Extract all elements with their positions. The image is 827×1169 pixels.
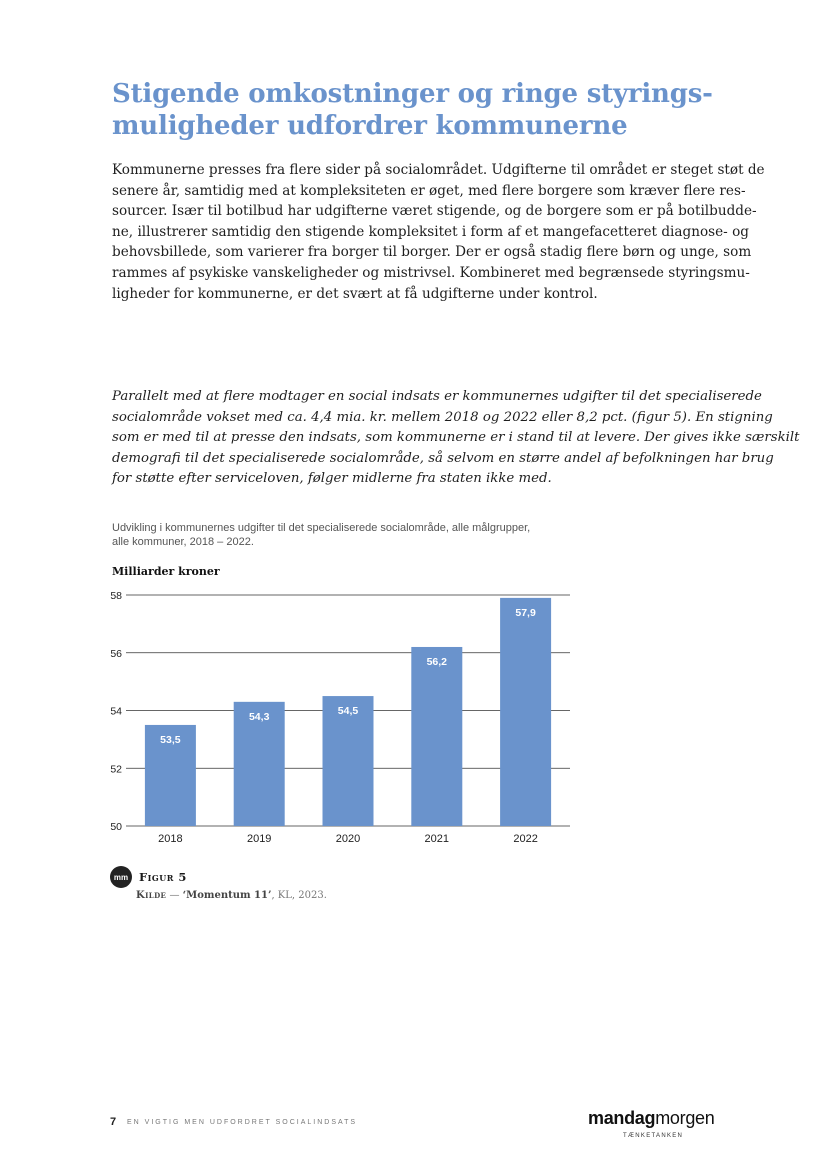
bar-value-label: 56,2 <box>426 655 448 668</box>
x-tick-labels <box>158 833 538 845</box>
intro-line: sourcer. Især til botilbud har udgifterne været stigende, og de borgere som er på botilbudde- <box>112 203 757 220</box>
source-key: Kilde <box>136 890 167 901</box>
source-line <box>136 890 327 901</box>
lead-line: som er med til at presse den indsats, som kommunerne er i stand til at levere. Der gives ikke særskilt <box>112 430 800 446</box>
lead-line: Parallelt med at flere modtager en social indsats er kommunernes udgifter til det specialiserede <box>112 389 762 404</box>
intro-line: rammes af psykiske vanskeligheder og mistrivsel. Kombineret med begrænsede styringsmu- <box>112 264 750 281</box>
logo-part-1: mandag <box>588 1108 656 1128</box>
bar-chart <box>80 560 590 855</box>
y-tick-label: 58 <box>110 590 122 602</box>
logo-part-2: morgen <box>655 1108 715 1128</box>
caption-line-2: alle kommuner, 2018 – 2022. <box>112 536 254 548</box>
heading-line-1: Stigende omkostninger og ringe styrings- <box>112 79 713 109</box>
source-dash: — <box>166 890 183 901</box>
caption-line-1: Udvikling i kommunernes udgifter til det specialiserede socialområde, alle målgrupper, <box>112 522 531 534</box>
intro-line: Kommunerne presses fra flere sider på socialområdet. Udgifterne til området er steget støt de <box>112 162 765 178</box>
heading-line-2: muligheder udfordrer kommunerne <box>112 111 628 141</box>
lead-line: for støtte efter serviceloven, følger midlerne fra staten ikke med. <box>112 471 552 487</box>
lead-line: demografi til det specialiserede socialområde, så selvom en større andel af befolkningen har brug <box>112 450 774 466</box>
bar-2022 <box>500 598 551 826</box>
intro-line: ligheder for kommunerne, er det svært at få udgifterne under kontrol. <box>112 285 598 302</box>
running-title: EN VIGTIG MEN UDFORDRET SOCIALINDSATS <box>127 1119 358 1126</box>
intro-line: ne, illustrerer samtidig den stigende kompleksitet i form af et mangefacetteret diagnose- og <box>112 223 749 240</box>
bar-value-label: 54,3 <box>248 710 270 723</box>
source-title: ‘Momentum 11’ <box>182 890 272 901</box>
figure-name: Figur 5 <box>139 870 187 884</box>
chart-bars <box>145 598 551 826</box>
intro-paragraph <box>112 160 765 304</box>
y-tick-label: 56 <box>110 647 122 660</box>
x-tick-label: 2021 <box>424 833 450 845</box>
x-tick-label: 2022 <box>513 833 538 845</box>
x-tick-label: 2019 <box>246 833 272 845</box>
logo-subtitle: TÆNKETANKEN <box>623 1133 684 1139</box>
bar-value-label: 57,9 <box>515 606 536 619</box>
y-tick-label: 50 <box>110 821 122 833</box>
bar-2021 <box>411 647 462 826</box>
mm-logo-icon: mm <box>110 866 132 888</box>
lead-paragraph <box>112 387 800 490</box>
bar-value-label: 53,5 <box>160 733 181 746</box>
figure-label <box>110 866 187 888</box>
y-axis-label: Milliarder kroner <box>112 565 220 578</box>
x-tick-label: 2020 <box>335 833 361 845</box>
y-tick-label: 54 <box>110 705 122 718</box>
mandagmorgen-logo <box>588 1108 714 1129</box>
chart-caption <box>112 521 612 549</box>
y-tick-label: 52 <box>110 763 122 776</box>
page-number: 7 <box>110 1116 117 1128</box>
page-heading <box>112 78 732 142</box>
intro-line: senere år, samtidig med at kompleksiteten er øget, med flere borgere som kræver flere res- <box>112 182 746 199</box>
bar-value-label: 54,5 <box>337 705 359 718</box>
lead-line: socialområde vokset med ca. 4,4 mia. kr. mellem 2018 og 2022 eller 8,2 pct. (figur 5). En stigning <box>112 409 773 425</box>
intro-line: behovsbillede, som varierer fra borger til borger. Der er også stadig flere børn og unge, som <box>112 244 752 261</box>
source-rest: , KL, 2023. <box>271 890 327 901</box>
x-tick-label: 2018 <box>158 833 183 845</box>
